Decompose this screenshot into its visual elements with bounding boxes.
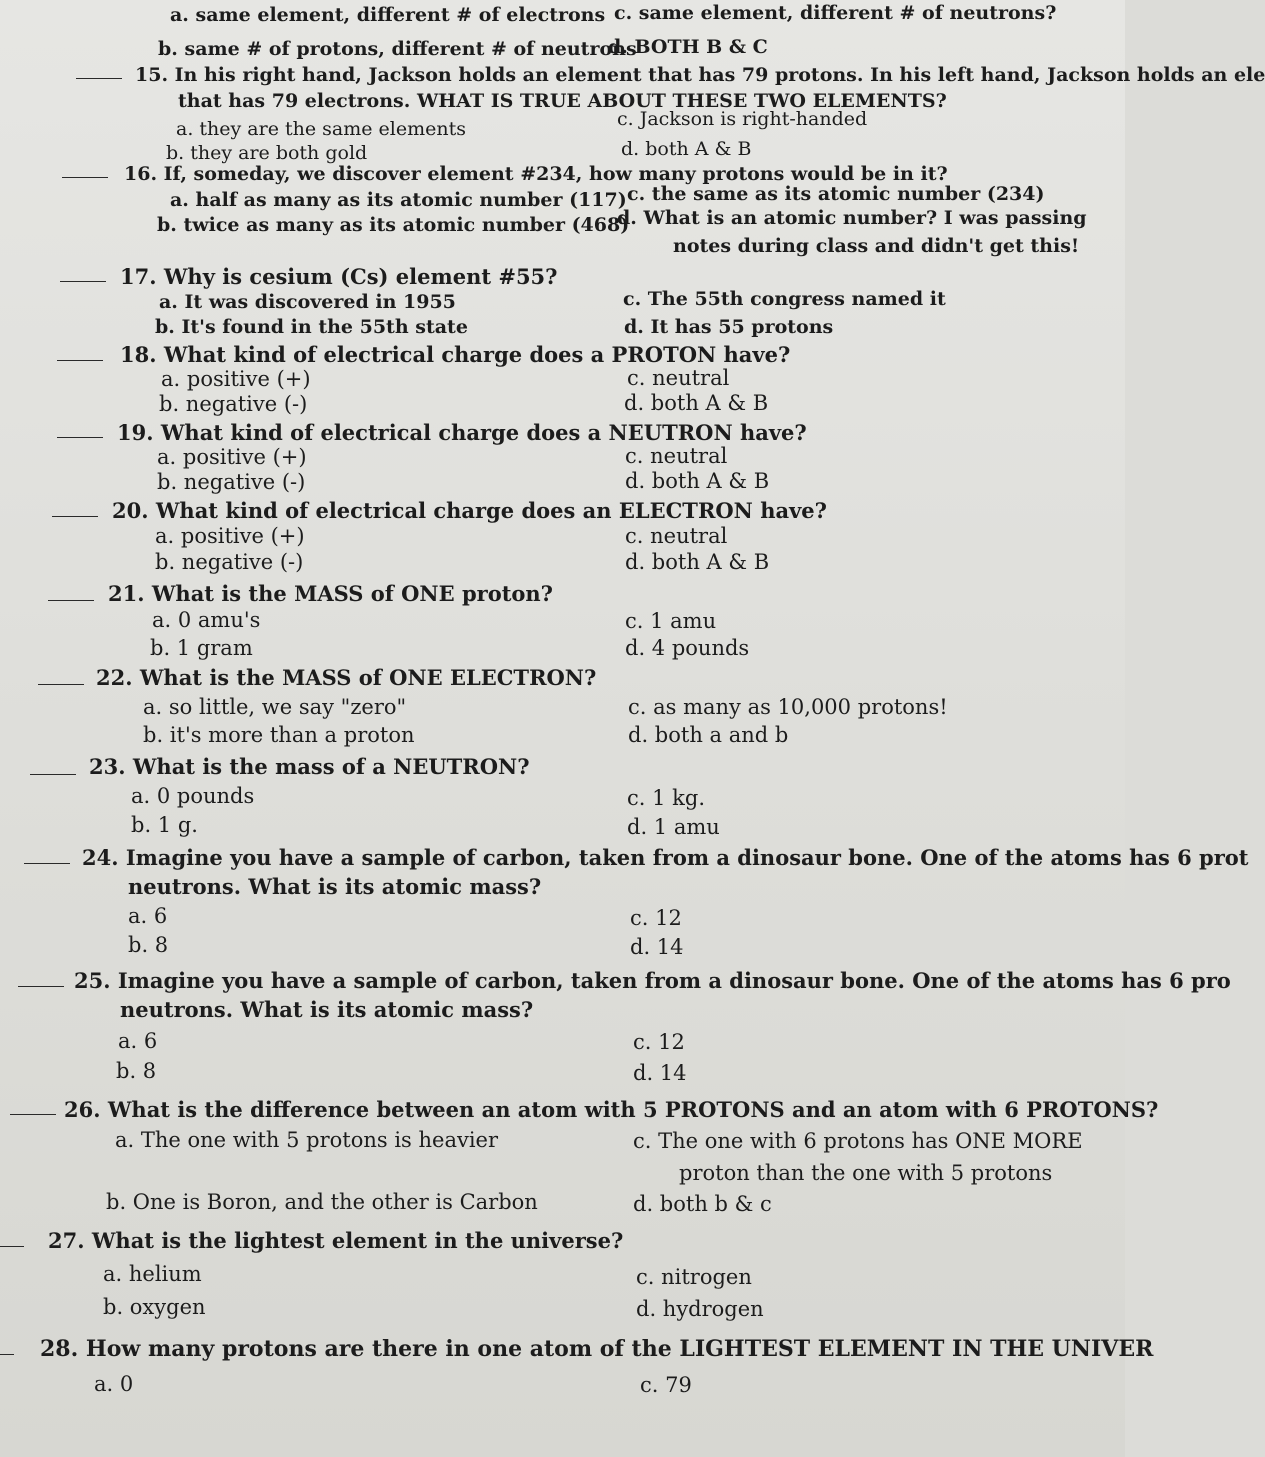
question-20-text: 20. What kind of electrical charge does an ELECTRON have? bbox=[112, 498, 827, 523]
answer-blank-27[interactable] bbox=[0, 1228, 24, 1247]
option-a: a. same element, different # of electrons bbox=[170, 4, 606, 26]
answer-blank-20[interactable] bbox=[52, 498, 98, 517]
option-c: c. 12 bbox=[633, 1030, 685, 1054]
question-23-text: 23. What is the mass of a NEUTRON? bbox=[89, 754, 530, 779]
option-b: b. same # of protons, different # of neutrons bbox=[158, 38, 637, 60]
answer-blank-24[interactable] bbox=[24, 845, 70, 864]
option-a: a. 6 bbox=[118, 1029, 158, 1053]
option-c: c. as many as 10,000 protons! bbox=[628, 695, 948, 719]
option-d: d. BOTH B & C bbox=[608, 36, 768, 58]
option-c: c. neutral bbox=[625, 444, 728, 468]
answer-blank-21[interactable] bbox=[48, 582, 94, 601]
option-b: b. it's more than a proton bbox=[143, 723, 415, 747]
option-d: d. both A & B bbox=[625, 550, 770, 574]
answer-blank-18[interactable] bbox=[57, 342, 103, 361]
question-17-text: 17. Why is cesium (Cs) element #55? bbox=[120, 264, 558, 289]
option-d: d. both A & B bbox=[621, 138, 752, 160]
option-b: b. negative (-) bbox=[157, 470, 306, 494]
option-a: a. 6 bbox=[128, 904, 168, 928]
option-d-continued: notes during class and didn't get this! bbox=[673, 235, 1080, 257]
option-c: c. neutral bbox=[625, 524, 728, 548]
option-a: a. 0 amu's bbox=[152, 608, 261, 632]
option-c: c. the same as its atomic number (234) bbox=[627, 183, 1045, 205]
option-d: d. hydrogen bbox=[636, 1297, 764, 1321]
option-c: c. 79 bbox=[640, 1373, 692, 1397]
option-c: c. 1 kg. bbox=[627, 786, 705, 810]
question-15-text-2: that has 79 electrons. WHAT IS TRUE ABOUT THESE TWO ELEMENTS? bbox=[178, 90, 947, 112]
question-22-text: 22. What is the MASS of ONE ELECTRON? bbox=[96, 665, 597, 690]
answer-blank-19[interactable] bbox=[57, 419, 103, 438]
answer-blank-25[interactable] bbox=[18, 968, 64, 987]
option-a: a. positive (+) bbox=[155, 524, 305, 548]
question-27-text: 27. What is the lightest element in the universe? bbox=[48, 1228, 624, 1253]
answer-blank-22[interactable] bbox=[38, 666, 84, 685]
option-c: c. 12 bbox=[630, 906, 682, 930]
question-19-text: 19. What kind of electrical charge does a NEUTRON have? bbox=[117, 420, 807, 445]
option-a: a. It was discovered in 1955 bbox=[159, 291, 456, 313]
question-24-text-2: neutrons. What is its atomic mass? bbox=[128, 874, 542, 899]
option-d: d. 14 bbox=[633, 1061, 687, 1085]
option-b: b. 1 g. bbox=[131, 813, 198, 837]
question-28-text: 28. How many protons are there in one atom of the LIGHTEST ELEMENT IN THE UNIVER bbox=[40, 1336, 1154, 1362]
answer-blank-28[interactable] bbox=[0, 1336, 14, 1355]
question-16-text: 16. If, someday, we discover element #234, how many protons would be in it? bbox=[124, 163, 948, 185]
option-d: d. both a and b bbox=[628, 723, 789, 747]
question-21-text: 21. What is the MASS of ONE proton? bbox=[108, 581, 553, 606]
answer-blank-16[interactable] bbox=[62, 159, 108, 178]
question-24-text: 24. Imagine you have a sample of carbon, taken from a dinosaur bone. One of the atoms has 6 prot bbox=[82, 845, 1249, 870]
option-a: a. so little, we say "zero" bbox=[143, 695, 407, 719]
option-b: b. One is Boron, and the other is Carbon bbox=[106, 1190, 538, 1214]
option-d: d. 4 pounds bbox=[625, 636, 750, 660]
option-b: b. negative (-) bbox=[159, 392, 308, 416]
option-b: b. oxygen bbox=[103, 1295, 206, 1319]
option-d: d. It has 55 protons bbox=[624, 316, 834, 338]
option-b: b. they are both gold bbox=[166, 142, 368, 164]
question-25-text: 25. Imagine you have a sample of carbon, taken from a dinosaur bone. One of the atoms has 6 pro bbox=[74, 968, 1231, 993]
option-a: a. 0 pounds bbox=[131, 784, 255, 808]
option-b: b. twice as many as its atomic number (468) bbox=[157, 214, 630, 236]
option-c: c. The one with 6 protons has ONE MORE bbox=[633, 1129, 1083, 1153]
option-d: d. both A & B bbox=[624, 391, 769, 415]
question-26-text: 26. What is the difference between an atom with 5 PROTONS and an atom with 6 PROTONS? bbox=[64, 1097, 1159, 1122]
answer-blank-15[interactable] bbox=[76, 60, 122, 79]
option-a: a. positive (+) bbox=[161, 367, 311, 391]
option-c: c. Jackson is right-handed bbox=[617, 108, 868, 130]
option-c: c. The 55th congress named it bbox=[623, 288, 946, 310]
option-d: d. 14 bbox=[630, 935, 684, 959]
option-d: d. 1 amu bbox=[627, 815, 720, 839]
option-a: a. half as many as its atomic number (117) bbox=[170, 189, 627, 211]
option-c-continued: proton than the one with 5 protons bbox=[679, 1161, 1053, 1185]
option-b: b. 8 bbox=[116, 1059, 157, 1083]
option-a: a. they are the same elements bbox=[176, 118, 466, 140]
option-c: c. nitrogen bbox=[636, 1265, 752, 1289]
option-d: d. What is an atomic number? I was passing bbox=[617, 207, 1087, 229]
option-c: c. same element, different # of neutrons? bbox=[614, 2, 1057, 24]
option-b: b. negative (-) bbox=[155, 550, 304, 574]
option-b: b. It's found in the 55th state bbox=[155, 316, 468, 338]
question-15-text: 15. In his right hand, Jackson holds an element that has 79 protons. In his left hand, Jackson holds an ele bbox=[135, 64, 1265, 86]
option-a: a. The one with 5 protons is heavier bbox=[115, 1128, 499, 1152]
answer-blank-26[interactable] bbox=[10, 1096, 56, 1115]
option-a: a. helium bbox=[103, 1262, 202, 1286]
option-a: a. positive (+) bbox=[157, 445, 307, 469]
option-d: d. both b & c bbox=[633, 1192, 772, 1216]
option-c: c. 1 amu bbox=[625, 609, 717, 633]
option-a: a. 0 bbox=[94, 1372, 134, 1396]
option-b: b. 1 gram bbox=[150, 636, 253, 660]
option-d: d. both A & B bbox=[625, 469, 770, 493]
question-25-text-2: neutrons. What is its atomic mass? bbox=[120, 997, 534, 1022]
question-18-text: 18. What kind of electrical charge does a PROTON have? bbox=[120, 342, 791, 367]
option-b: b. 8 bbox=[128, 933, 169, 957]
option-c: c. neutral bbox=[627, 366, 730, 390]
answer-blank-23[interactable] bbox=[30, 756, 76, 775]
answer-blank-17[interactable] bbox=[60, 263, 106, 282]
